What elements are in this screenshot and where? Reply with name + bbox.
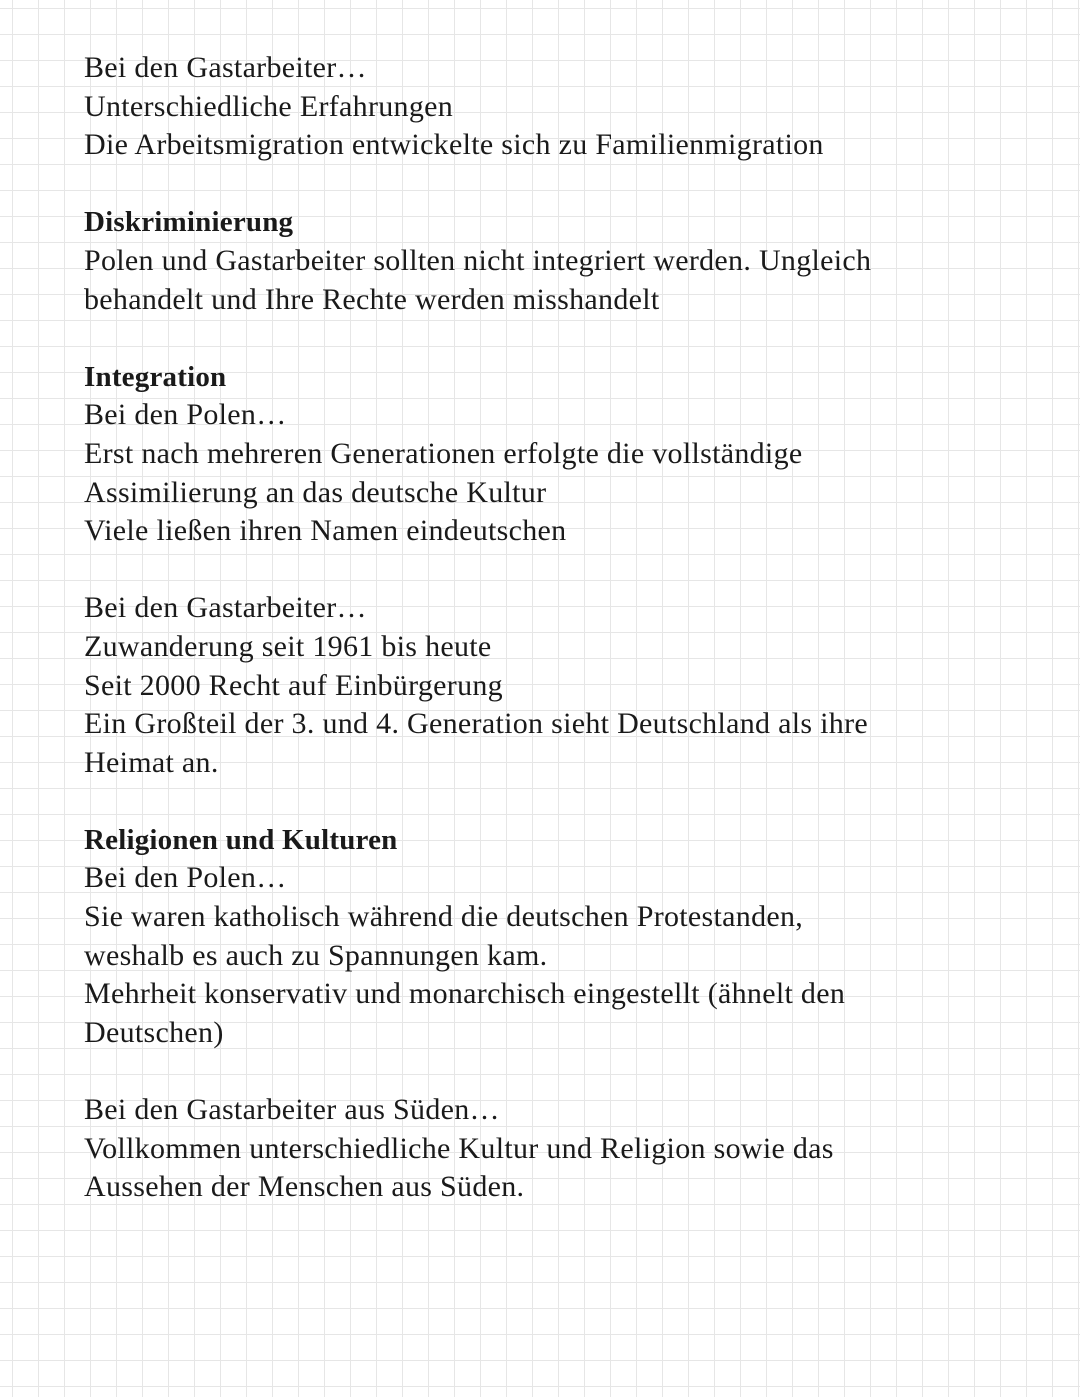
text-line: weshalb es auch zu Spannungen kam. xyxy=(84,938,548,972)
blank-line xyxy=(84,782,1044,821)
text-line: Die Arbeitsmigration entwickelte sich zu Familienmigration xyxy=(84,128,824,162)
blank-line xyxy=(84,1052,1044,1091)
text-line: Viele ließen ihren Namen eindeutschen xyxy=(84,514,567,548)
text-line: Sie waren katholisch während die deutschen Protestanden, xyxy=(84,900,804,934)
text-line: Heimat an. xyxy=(84,745,219,779)
section-heading: Religionen und Kulturen xyxy=(84,823,398,856)
text-line: Zuwanderung seit 1961 bis heute xyxy=(84,629,492,663)
text-line: Bei den Polen… xyxy=(84,861,287,895)
text-line: Mehrheit konservativ und monarchisch eingestellt (ähnelt den xyxy=(84,977,846,1011)
text-line: Vollkommen unterschiedliche Kultur und Religion sowie das xyxy=(84,1131,834,1165)
blank-line xyxy=(84,319,1044,358)
block-diskriminierung xyxy=(84,203,1044,319)
text-line: Bei den Polen… xyxy=(84,398,287,432)
text-line: Unterschiedliche Erfahrungen xyxy=(84,89,454,123)
text-line: Aussehen der Menschen aus Süden. xyxy=(84,1170,525,1204)
section-heading: Diskriminierung xyxy=(84,206,294,239)
text-line: Deutschen) xyxy=(84,1015,224,1049)
block-integration xyxy=(84,358,1044,551)
block-gastarbeiter-sueden xyxy=(84,1091,1044,1207)
notes-page xyxy=(84,49,1044,1207)
blank-line xyxy=(84,551,1044,590)
text-line: Ein Großteil der 3. und 4. Generation sieht Deutschland als ihre xyxy=(84,707,868,741)
text-line: Erst nach mehreren Generationen erfolgte die vollständige xyxy=(84,436,803,470)
text-line: Seit 2000 Recht auf Einbürgerung xyxy=(84,668,503,702)
blank-line xyxy=(84,165,1044,204)
text-line: behandelt und Ihre Rechte werden misshandelt xyxy=(84,282,660,316)
text-line: Bei den Gastarbeiter… xyxy=(84,591,367,625)
text-line: Assimilierung an das deutsche Kultur xyxy=(84,475,547,509)
block-religionen-kulturen xyxy=(84,821,1044,1053)
section-heading: Integration xyxy=(84,360,227,393)
block-gastarbeiter-integration xyxy=(84,589,1044,782)
text-line: Bei den Gastarbeiter aus Süden… xyxy=(84,1093,500,1127)
block-gastarbeiter-intro xyxy=(84,49,1044,165)
text-line: Bei den Gastarbeiter… xyxy=(84,51,367,84)
text-line: Polen und Gastarbeiter sollten nicht integriert werden. Ungleich xyxy=(84,243,872,277)
